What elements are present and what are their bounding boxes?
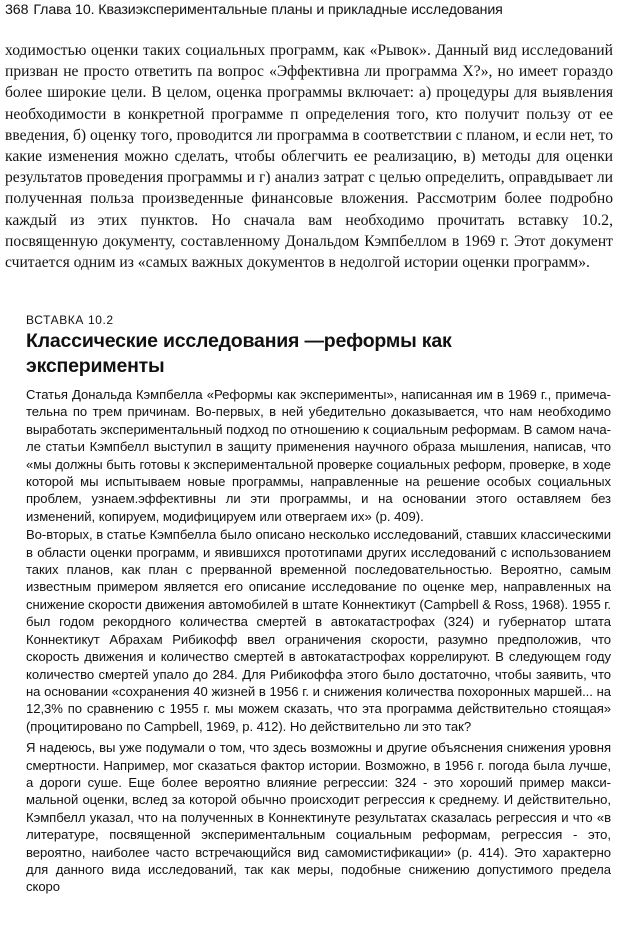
box-label: ВСТАВКА 10.2 [26,313,114,327]
box-paragraph: Во-вторых, в статье Кэмпбелла было описано несколько исследований, ставших классическими в области оценки программ, и явившихся прототипами других исследований с использованием таких планов, как план с прерванной временной последовательностью. Вероятно, самым известным примером является его описание исследование по оценке мер, направленных на снижение скорости движения автомобилей в штате Коннектикут (Campbell & Ross, 1968). 1955 г. был годом рекордного количества смертей в автокатастрофах (324) и губернатор штата Коннектикут Абрахам Рибикофф ввел ограничения скорости, разумно предположив, что скорость движения и количество смертей в автокатастрофах коррелируют. В следующем году количество смертей упало до 284. Для Рибикоффа этого было достаточно, чтобы заявить, что на основании «сохранения 40 жизней в 1956 г. и снижения количества похоронных маршей... на 12,3% по сравнению с 1955 г. мы можем сказать, что эта программа действительно стоящая» (процитировано по Campbell, 1969, p. 412). Но действительно ли это так? [26,527,611,734]
running-header [5,1,615,19]
box-paragraph: Статья Дональда Кэмпбелла «Реформы как эксперименты», написанная им в 1969 г., примечательна по трем причинам. Во-первых, в ней убедительно доказывается, что нам необходимо выработать экспериментальный подход по отношению к социальным реформам. В самом начале статьи Кэмпбелл выступил в защиту применения научного образа мышления, написав, что «мы должны быть готовы к экспериментальной проверке социальных реформ, проверке, в ходе которой мы испытываем новые программы, направленные на решение особых социальных проблем, узнаем.эффективны ли эти программы, и на основании этого оставляем без изменений, копируем, модифицируем или отвергаем их» (p. 409). [26,387,611,524]
intro-text [5,40,613,273]
box-title: Классические исследования —реформы как эксперименты [26,330,452,377]
page-number: 368 [5,2,29,18]
intro-paragraph: ходимостью оценки таких социальных программ, как «Рывок». Данный вид исследований призван не просто ответить па вопрос «Эффективна ли программа X?», но имеет гораздо более широкие цели. В целом, оценка программы включает: а) процедуры для выявления необходимости в конкретной программе п определения того, кто получит пользу от ее введения, б) оценку того, проводится ли программа в соответствии с планом, и если нет, то какие изменения можно сделать, чтобы облегчить ее реализацию, в) методы для оценки результатов проведения программы и г) анализ затрат с целью определить, оправдывает ли полученная польза произведенные финансовые вложения. Рассмотрим более подробно каждый из этих пунктов. Но сначала вам необходимо прочитать вставку 10.2, посвященную документу, составленному Дональдом Кэмпбеллом в 1969 г. Этот документ считается одним из «самых важных документов в недолгой истории оценки программ». [5,42,613,272]
box-body [26,386,611,896]
chapter-title: Глава 10. Квазиэкспериментальные планы и прикладные исследования [33,2,503,18]
box-paragraph: Я надеюсь, вы уже подумали о том, что здесь возможны и другие объяснения снижения уровня смертности. Например, мог сказаться фактор истории. Возможно, в 1956 г. погода была лучше, а дороги суше. Еще более вероятно влияние регрессии: 324 - это хороший пример максимальной оценки, вслед за которой обычно происходит регрессия к среднему. И действительно, Кэмпбелл указал, что на полученных в Коннектинуте результатах сказалась регрессия и что «в литературе, посвященной экспериментальным социальным реформам, регрессия - это, вероятно, наиболее часто встречающийся вид самомистификации» (p. 414). Это характерно для данного вида исследований, так как меры, подобные снижению допустимого предела скоро [26,740,611,895]
